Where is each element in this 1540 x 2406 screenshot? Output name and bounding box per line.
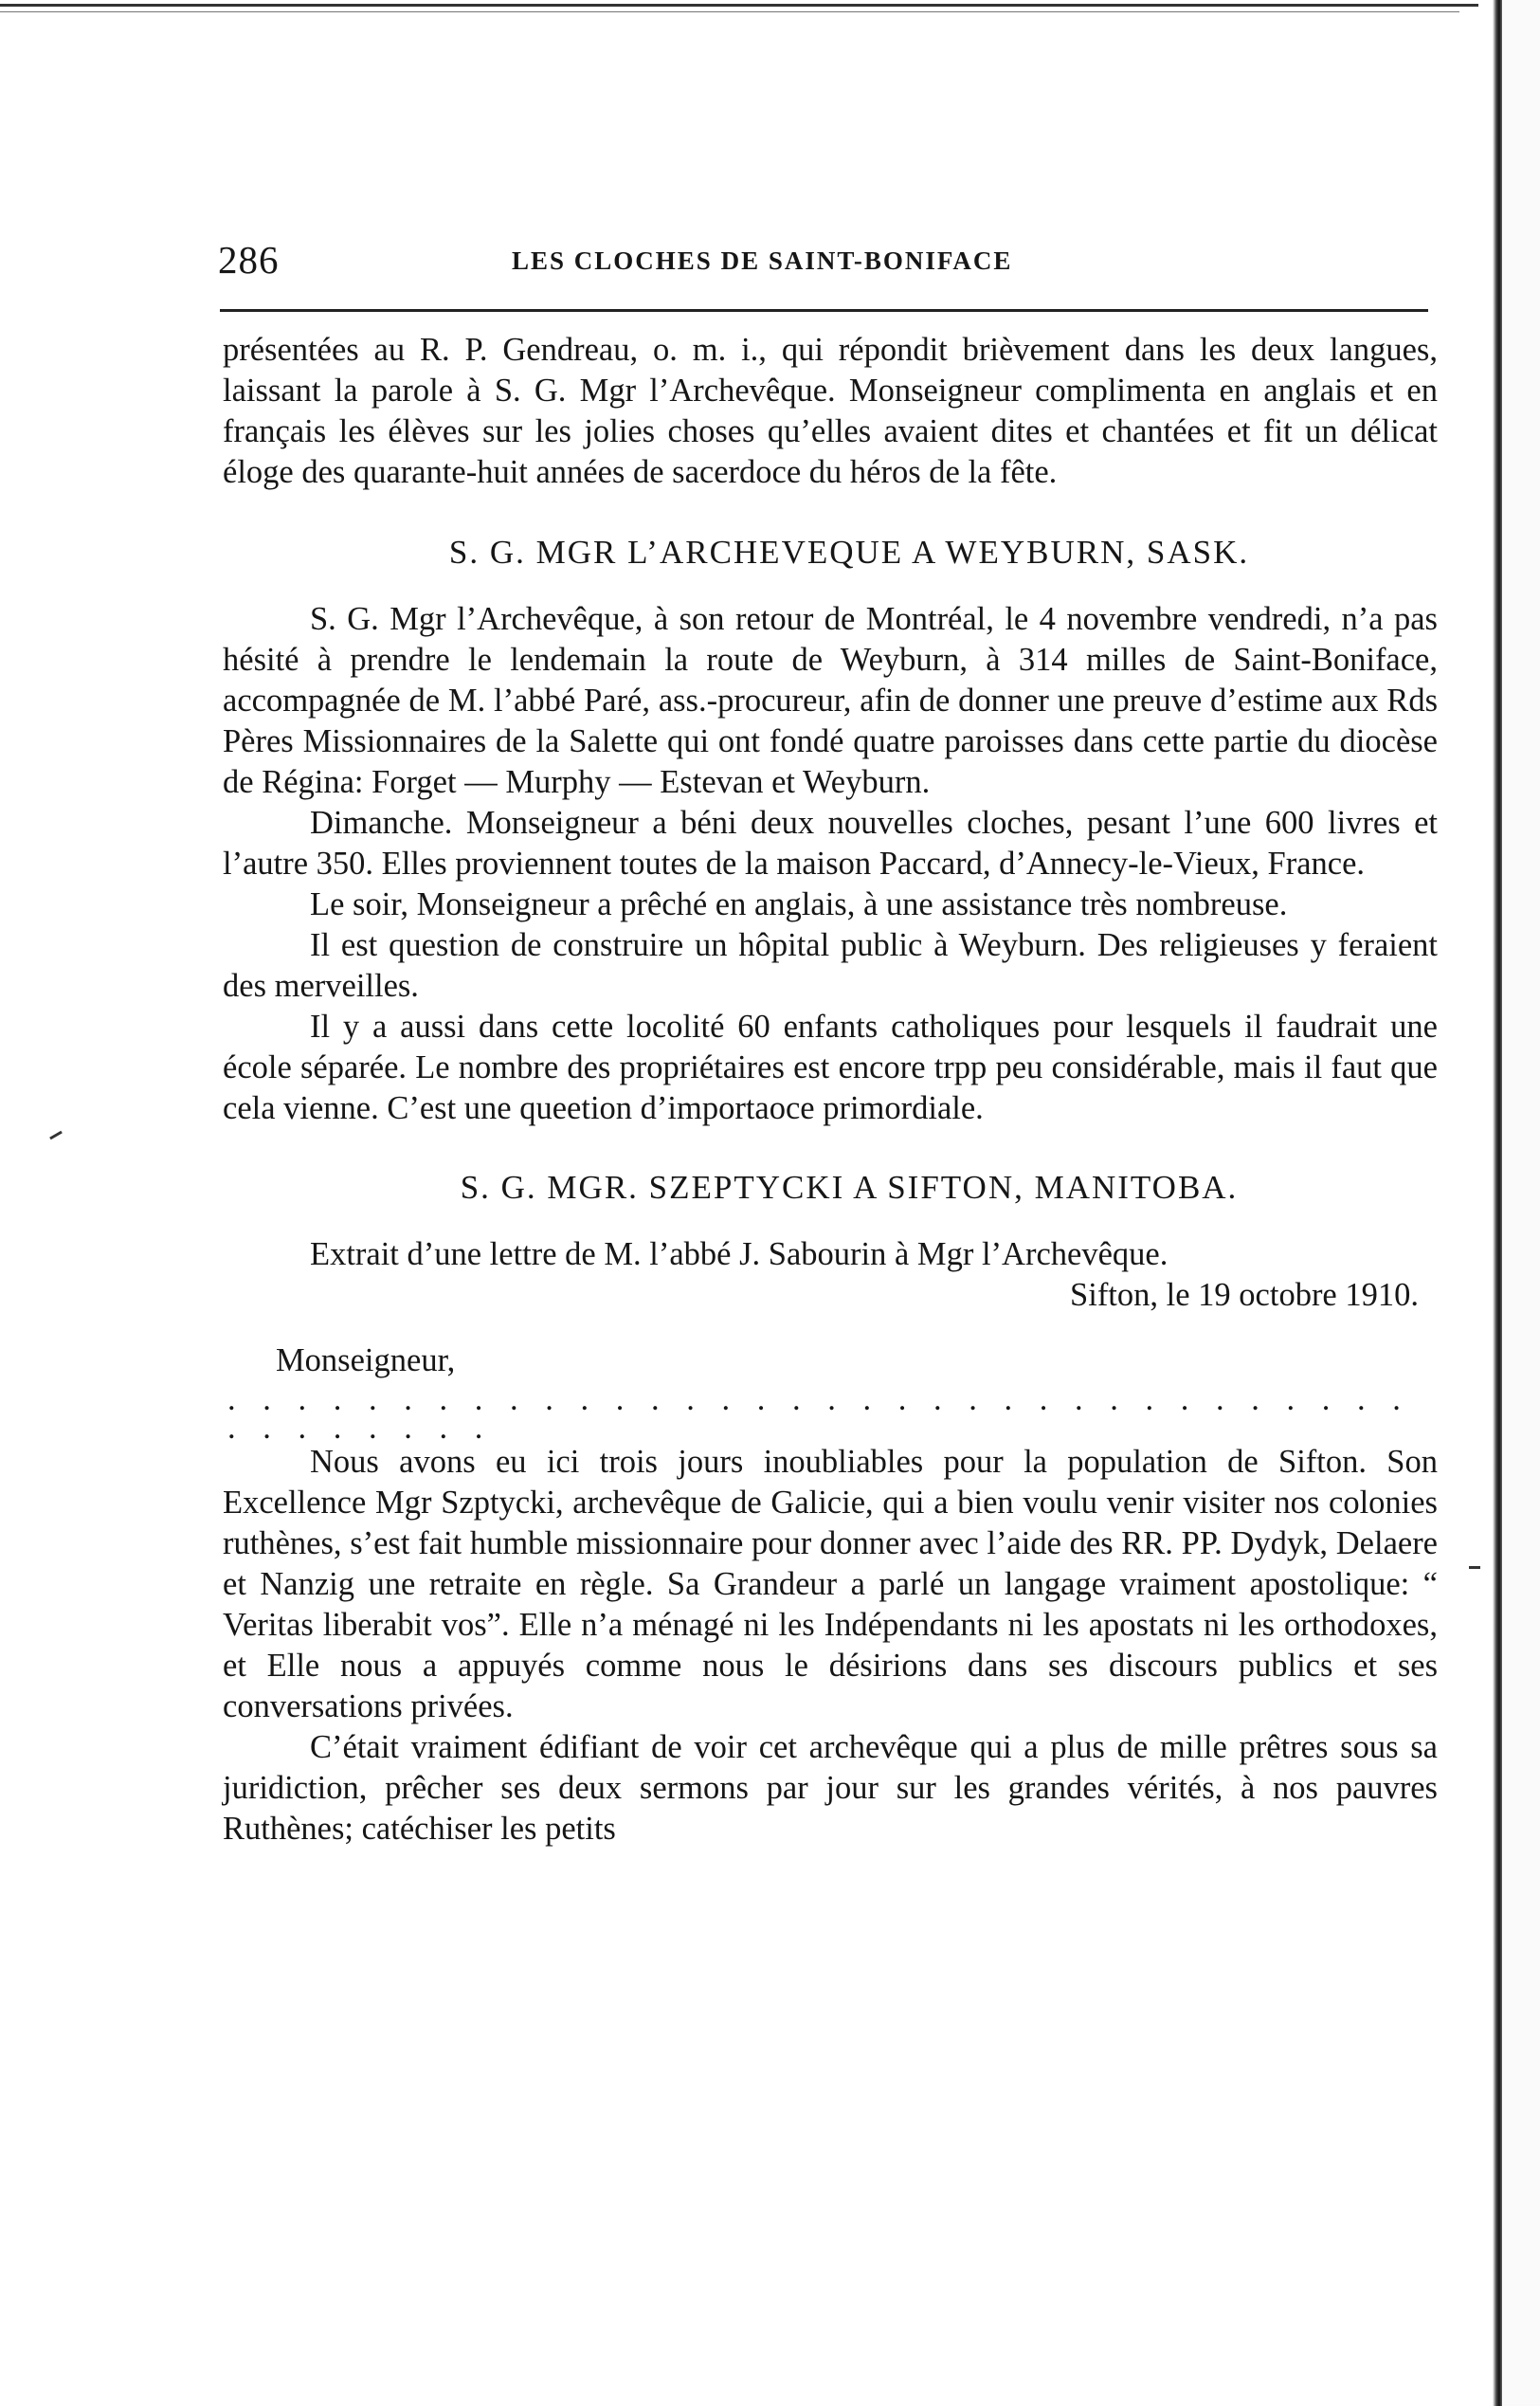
letter-extract-line: Extrait d’une lettre de M. l’abbé J. Sabourin à Mgr l’Archevêque. [310,1236,1169,1272]
paragraph-letter-retraite: Nous avons eu ici trois jours inoubliables pour la population de Sifton. Son Excellence Mgr Szptycki, archevêque de Galicie, qui a bien voulu venir visiter nos colonies ruthènes, s’est fait humble missionnaire pour donner avec l’aide des RR. PP. Dydyk, Delaere et Nanzig une retraite en règle. Sa Grandeur a parlé un langage vraiment apostolique: “ Veritas liberabit vos”. Elle n’a ménagé ni les Indépendants ni les apostats ni les orthodoxes, et Elle nous a appuyés comme nous le désirions dans ses discours publics et ses conversations privées. [223,1444,1438,1724]
paragraph-cloches: Dimanche. Monseigneur a béni deux nouvelles cloches, pesant l’une 600 livres et l’autre 350. Elles proviennent toutes de la maison Paccard, d’Annecy-le-Vieux, France. [223,805,1438,882]
page-number: 286 [218,238,280,282]
paragraph-hopital: Il est question de construire un hôpital public à Weyburn. Des religieuses y feraient des merveilles. [223,927,1438,1004]
header-rule [220,309,1428,312]
paragraph-weyburn-visit: S. G. Mgr l’Archevêque, à son retour de Montréal, le 4 novembre vendredi, n’a pas hésité à prendre le lendemain la route de Weyburn, à 314 milles de Saint-Boniface, accompagnée de M. l’abbé Paré, ass.-procureur, afin de donner une preuve d’estime aux Rds Pères Missionnaires de la Salette qui ont fondé quatre paroisses dans cette partie du diocèse de Régina: Forget — Murphy — Estevan et Weyburn. [223,601,1438,800]
paragraph-continuation: présentées au R. P. Gendreau, o. m. i., qui répondit brièvement dans les deux langues, laissant la parole à S. G. Mgr l’Archevêque. Monseigneur complimenta en anglais et en français les élèves sur les jolies choses qu’elles avaient dites et chantées et fit un délicat éloge des quarante-huit années de sacerdoce du héros de la fête. [223,332,1438,490]
paragraph-letter-edifiant: C’était vraiment édifiant de voir cet archevêque qui a plus de mille prêtres sous sa juridiction, prêcher ses deux sermons par jour sur les grandes vérités, à nos pauvres Ruthènes; catéchiser les petits [223,1729,1438,1847]
paragraph-sermon: Le soir, Monseigneur a prêché en anglais, à une assistance très nombreuse. [310,886,1288,922]
ink-mark [49,1131,63,1140]
running-title: LES CLOCHES DE SAINT-BONIFACE [512,246,1013,275]
page-margin-right [1503,0,1540,2406]
section-heading-weyburn: S. G. MGR L’ARCHEVEQUE A WEYBURN, SASK. [448,534,1250,571]
page-binding-edge [1493,0,1502,2406]
page-body [223,330,1438,1850]
ink-mark [1469,1566,1480,1569]
letter-salutation: Monseigneur, [276,1342,456,1378]
top-border-rule [0,4,1478,7]
section-heading-sifton: S. G. MGR. SZEPTYCKI A SIFTON, MANITOBA. [460,1169,1239,1206]
top-border-rule-thin [0,11,1459,12]
running-head [218,237,1450,284]
ellipsis-dots: . . . . . . . . . . . . . . . . . . . . . . . . . . . . . . . . . . . . . . . . . . [227,1381,1410,1446]
letter-dateline: Sifton, le 19 octobre 1910. [1070,1277,1419,1313]
paragraph-ecole: Il y a aussi dans cette locolité 60 enfants catholiques pour lesquels il faudrait une école séparée. Le nombre des propriétaires est encore trpp peu considérable, mais il faut que cela vienne. C’est une queetion d’importaoce primordiale. [223,1009,1438,1126]
